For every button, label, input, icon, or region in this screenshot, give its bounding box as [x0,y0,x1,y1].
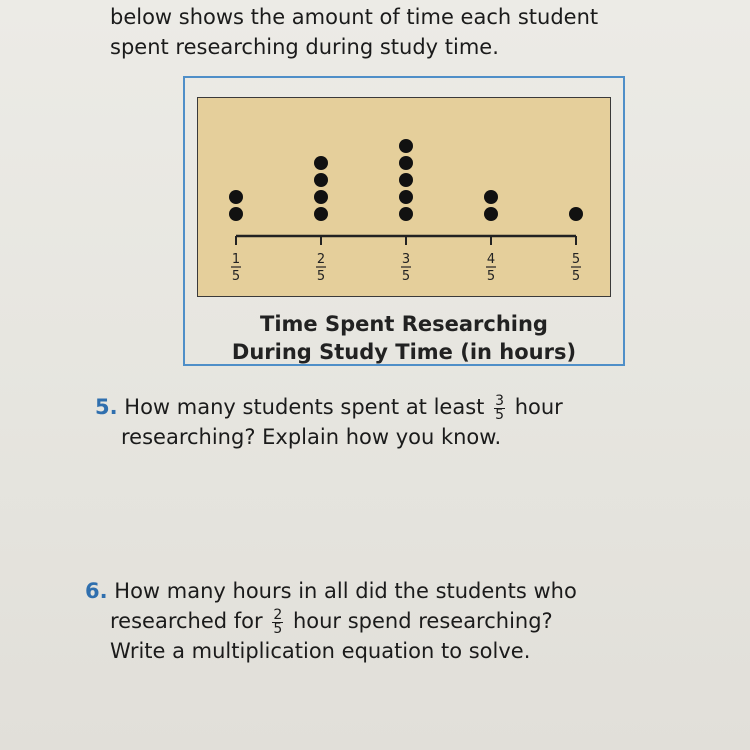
data-dot [229,190,243,204]
data-dot [569,207,583,221]
data-dot [399,190,413,204]
chart-title-line-1: Time Spent Researching [260,312,548,336]
dot-plot-panel [197,97,611,297]
question-5-line-2: researching? Explain how you know. [121,425,502,449]
data-dot [314,173,328,187]
tick-label-denominator: 5 [401,269,411,284]
question-5-text-b: hour [514,395,563,419]
chart-title [183,310,625,366]
chart-title-line-2: During Study Time (in hours) [231,340,577,364]
intro-line-1: below shows the amount of time each student [110,5,599,29]
tick-label-numerator: 3 [401,252,411,267]
data-dot [314,190,328,204]
tick-label-numerator: 1 [231,252,241,267]
intro-text [110,2,670,62]
data-dot [484,207,498,221]
question-6-line-3: Write a multiplication equation to solve. [110,639,531,663]
data-dot [484,190,498,204]
question-5-number: 5. [95,395,118,419]
data-dot [229,207,243,221]
question-6-line-1 [85,576,577,606]
data-dot [314,156,328,170]
question-6-text-c: hour spend researching? [292,609,553,633]
fraction-numerator: 3 [495,392,504,409]
fraction-three-fifths [494,392,505,423]
question-6-number: 6. [85,579,108,603]
question-6 [85,576,577,666]
intro-line-2: spent researching during study time. [110,35,499,59]
fraction-two-fifths [272,606,283,637]
fraction-denominator: 5 [273,620,283,637]
tick-label-denominator: 5 [231,269,241,284]
data-dot [399,207,413,221]
question-6-text-a: How many hours in all did the students who [114,579,577,603]
data-dot [314,207,328,221]
tick-label-denominator: 5 [486,269,496,284]
fraction-numerator: 2 [273,606,283,623]
tick-label-numerator: 2 [316,252,326,267]
fraction-denominator: 5 [495,406,504,423]
tick-label-denominator: 5 [571,269,581,284]
data-dot [399,139,413,153]
tick-label-numerator: 4 [486,252,496,267]
tick-label-denominator: 5 [316,269,326,284]
question-6-text-b: researched for [110,609,263,633]
data-dot [399,173,413,187]
question-5-text-a: How many students spent at least [124,395,485,419]
data-dot [399,156,413,170]
question-6-line-2 [85,606,577,636]
dot-plot [198,98,612,298]
tick-label-numerator: 5 [571,252,581,267]
question-5-line-1 [95,392,563,422]
question-5 [95,392,563,452]
